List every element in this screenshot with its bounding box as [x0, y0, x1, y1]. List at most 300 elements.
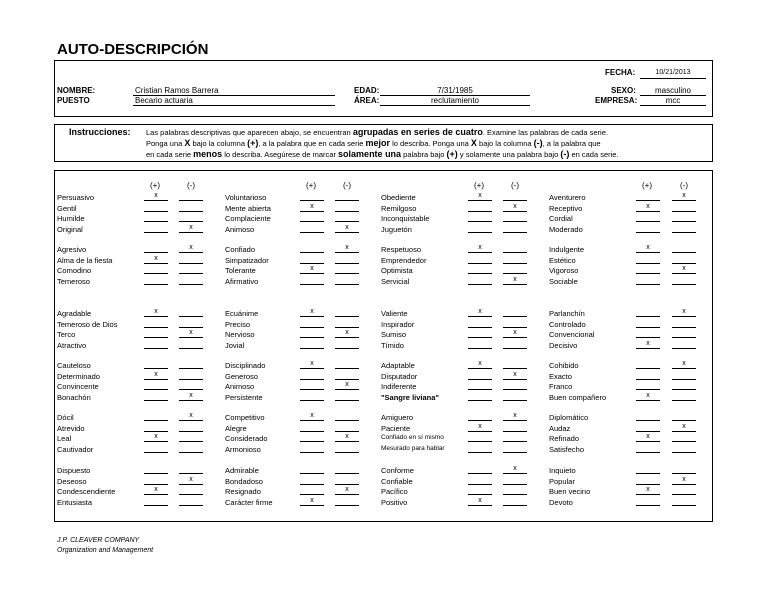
plus-answer-slot[interactable] — [144, 412, 168, 421]
minus-answer-slot[interactable] — [179, 423, 203, 432]
minus-answer-slot[interactable]: x — [503, 412, 527, 421]
instr-emph: agrupadas en series de cuatro — [352, 127, 483, 137]
minus-answer-slot[interactable] — [672, 203, 696, 212]
edad-value: 7/31/1985 — [437, 86, 473, 95]
minus-answer-slot[interactable] — [335, 444, 359, 453]
word-label: Temeroso de Dios — [57, 319, 118, 329]
plus-answer-slot[interactable] — [300, 255, 324, 264]
minus-answer-slot[interactable] — [672, 392, 696, 401]
word-label: Alegre — [225, 423, 247, 433]
minus-answer-slot[interactable]: x — [672, 308, 696, 317]
minus-answer-slot[interactable] — [179, 371, 203, 380]
minus-answer-slot[interactable]: x — [335, 433, 359, 442]
word-label: Indulgente — [549, 245, 585, 254]
plus-answer-slot[interactable] — [300, 371, 324, 380]
word-label: Cordial — [549, 214, 573, 223]
nombre-label: NOMBRE: — [57, 86, 96, 95]
minus-answer-slot[interactable] — [503, 319, 527, 328]
plus-answer-slot[interactable] — [144, 329, 168, 338]
word-label: Carácter firme — [225, 497, 273, 507]
plus-answer-slot[interactable]: x — [144, 371, 168, 380]
minus-answer-slot[interactable]: x — [335, 486, 359, 495]
minus-answer-slot[interactable] — [335, 497, 359, 506]
word-label: Mente abierta — [225, 203, 271, 213]
minus-answer-slot[interactable] — [503, 423, 527, 432]
word-label: Confiable — [381, 476, 413, 486]
plus-answer-slot[interactable] — [144, 360, 168, 369]
area-label: ÁREA: — [354, 96, 380, 105]
plus-answer-slot[interactable] — [300, 465, 324, 474]
plus-answer-slot[interactable] — [636, 255, 660, 264]
word-label: Disciplinado — [225, 361, 266, 370]
plus-answer-slot[interactable] — [144, 203, 168, 212]
minus-answer-slot[interactable] — [335, 465, 359, 474]
word-label: Determinado — [57, 371, 100, 381]
word-label: Valiente — [381, 309, 408, 318]
area-value: reclutamiento — [430, 96, 480, 105]
plus-answer-slot[interactable] — [144, 392, 168, 401]
word-label: Alma de la fiesta — [57, 255, 113, 265]
minus-answer-slot[interactable]: x — [335, 329, 359, 338]
minus-answer-slot[interactable] — [335, 319, 359, 328]
minus-answer-slot[interactable] — [672, 381, 696, 390]
minus-answer-slot[interactable] — [179, 213, 203, 222]
minus-answer-slot[interactable] — [179, 255, 203, 264]
word-label: Disputador — [381, 371, 418, 381]
word-label: Voluntarioso — [225, 193, 267, 202]
word-label: Sociable — [549, 276, 578, 286]
plus-answer-slot[interactable] — [300, 444, 324, 453]
minus-answer-slot[interactable]: x — [503, 465, 527, 474]
minus-column-header: (-) — [343, 181, 351, 190]
plus-answer-slot[interactable] — [144, 444, 168, 453]
plus-answer-slot[interactable] — [636, 308, 660, 317]
plus-answer-slot[interactable]: x — [636, 340, 660, 349]
plus-answer-slot[interactable] — [144, 423, 168, 432]
minus-answer-slot[interactable] — [672, 213, 696, 222]
word-label: Obediente — [381, 193, 416, 202]
minus-answer-slot[interactable] — [503, 308, 527, 317]
plus-answer-slot[interactable] — [144, 265, 168, 274]
plus-answer-slot[interactable]: x — [468, 360, 492, 369]
plus-answer-slot[interactable] — [468, 319, 492, 328]
plus-answer-slot[interactable] — [636, 224, 660, 233]
plus-answer-slot[interactable]: x — [468, 308, 492, 317]
plus-answer-slot[interactable] — [300, 381, 324, 390]
word-label: Cauteloso — [57, 361, 91, 370]
plus-answer-slot[interactable] — [468, 486, 492, 495]
plus-answer-slot[interactable] — [636, 213, 660, 222]
word-label: Diplomático — [549, 413, 589, 422]
word-label: Cohibido — [549, 361, 579, 370]
minus-column-header: (-) — [680, 181, 688, 190]
sexo-value: masculino — [654, 86, 691, 95]
word-label: Emprendedor — [381, 255, 427, 265]
minus-answer-slot[interactable] — [672, 255, 696, 264]
minus-answer-slot[interactable] — [179, 444, 203, 453]
plus-answer-slot[interactable]: x — [636, 203, 660, 212]
puesto-label: PUESTO — [57, 96, 90, 105]
plus-answer-slot[interactable] — [636, 444, 660, 453]
minus-answer-slot[interactable]: x — [335, 224, 359, 233]
instr-emph: X — [470, 138, 477, 148]
plus-answer-slot[interactable] — [144, 476, 168, 485]
minus-answer-slot[interactable]: x — [672, 360, 696, 369]
plus-answer-slot[interactable] — [636, 497, 660, 506]
minus-answer-slot[interactable] — [503, 486, 527, 495]
word-label: Bonachón — [57, 392, 91, 402]
minus-answer-slot[interactable] — [335, 340, 359, 349]
minus-answer-slot[interactable] — [503, 265, 527, 274]
plus-answer-slot[interactable] — [468, 329, 492, 338]
plus-column-header: (+) — [474, 181, 484, 190]
minus-answer-slot[interactable] — [503, 392, 527, 401]
plus-answer-slot[interactable] — [300, 213, 324, 222]
plus-answer-slot[interactable] — [468, 433, 492, 442]
word-label: Temeroso — [57, 276, 90, 286]
word-label: Cautivador — [57, 444, 94, 454]
footer-company: J.P. CLEAVER COMPANY — [57, 537, 140, 544]
instr-text: , a la palabra que — [542, 139, 601, 148]
plus-answer-slot[interactable] — [468, 476, 492, 485]
plus-answer-slot[interactable] — [636, 329, 660, 338]
instructions-line-3 — [146, 149, 619, 159]
plus-answer-slot[interactable]: x — [144, 308, 168, 317]
plus-answer-slot[interactable]: x — [144, 486, 168, 495]
word-label: Aventurero — [549, 193, 586, 202]
word-label: Terco — [57, 330, 76, 339]
minus-answer-slot[interactable] — [179, 486, 203, 495]
word-label: Confiado en sí mismo — [381, 434, 444, 441]
word-label: Original — [57, 224, 83, 234]
plus-answer-slot[interactable]: x — [636, 433, 660, 442]
minus-answer-slot[interactable] — [672, 276, 696, 285]
instr-text: lo describa. Asegúrese de marcar — [222, 150, 339, 159]
plus-answer-slot[interactable]: x — [144, 255, 168, 264]
minus-answer-slot[interactable]: x — [503, 329, 527, 338]
plus-answer-slot[interactable] — [300, 476, 324, 485]
minus-answer-slot[interactable] — [672, 224, 696, 233]
minus-answer-slot[interactable]: x — [179, 224, 203, 233]
plus-answer-slot[interactable] — [636, 465, 660, 474]
minus-answer-slot[interactable]: x — [335, 244, 359, 253]
minus-answer-slot[interactable] — [672, 433, 696, 442]
minus-answer-slot[interactable] — [179, 319, 203, 328]
word-label: Exacto — [549, 371, 572, 381]
instructions-label: Instrucciones: — [69, 127, 131, 137]
plus-answer-slot[interactable] — [144, 465, 168, 474]
minus-answer-slot[interactable] — [672, 486, 696, 495]
word-label: Ecuánime — [225, 309, 259, 318]
minus-answer-slot[interactable]: x — [179, 476, 203, 485]
minus-answer-slot[interactable]: x — [672, 265, 696, 274]
minus-answer-slot[interactable] — [503, 381, 527, 390]
minus-answer-slot[interactable] — [179, 192, 203, 201]
plus-answer-slot[interactable] — [468, 255, 492, 264]
minus-answer-slot[interactable] — [503, 255, 527, 264]
plus-answer-slot[interactable]: x — [300, 308, 324, 317]
word-label: Gentil — [57, 203, 77, 213]
minus-answer-slot[interactable] — [335, 412, 359, 421]
instr-text: lo describa. Ponga una — [390, 139, 471, 148]
plus-answer-slot[interactable] — [300, 392, 324, 401]
plus-answer-slot[interactable] — [468, 276, 492, 285]
word-label: Considerado — [225, 434, 268, 443]
word-label: Competitivo — [225, 413, 265, 422]
minus-answer-slot[interactable] — [335, 276, 359, 285]
word-label: Sumiso — [381, 330, 407, 339]
plus-answer-slot[interactable]: x — [300, 265, 324, 274]
plus-answer-slot[interactable] — [468, 213, 492, 222]
instr-text: Ponga una — [146, 139, 185, 148]
minus-answer-slot[interactable] — [179, 497, 203, 506]
plus-answer-slot[interactable] — [300, 340, 324, 349]
minus-answer-slot[interactable]: x — [672, 423, 696, 432]
minus-answer-slot[interactable] — [503, 224, 527, 233]
plus-answer-slot[interactable] — [636, 476, 660, 485]
plus-answer-slot[interactable]: x — [636, 486, 660, 495]
plus-answer-slot[interactable] — [144, 340, 168, 349]
minus-answer-slot[interactable] — [503, 433, 527, 442]
word-label: Condescendiente — [57, 487, 116, 496]
minus-answer-slot[interactable] — [335, 213, 359, 222]
minus-answer-slot[interactable] — [672, 465, 696, 474]
minus-answer-slot[interactable] — [179, 265, 203, 274]
word-label: Humilde — [57, 214, 85, 223]
minus-answer-slot[interactable] — [335, 265, 359, 274]
word-label: Paciente — [381, 423, 411, 433]
minus-column-header: (-) — [187, 181, 195, 190]
instr-emph: (-) — [533, 138, 543, 148]
plus-answer-slot[interactable]: x — [468, 244, 492, 253]
minus-answer-slot[interactable] — [672, 444, 696, 453]
fecha-line — [640, 78, 706, 79]
word-label: Inquieto — [549, 466, 576, 475]
minus-answer-slot[interactable]: x — [179, 392, 203, 401]
plus-answer-slot[interactable]: x — [300, 203, 324, 212]
minus-answer-slot[interactable] — [672, 371, 696, 380]
plus-answer-slot[interactable]: x — [468, 497, 492, 506]
minus-answer-slot[interactable] — [335, 371, 359, 380]
fecha-value: 10/21/2013 — [655, 69, 691, 76]
plus-answer-slot[interactable] — [300, 319, 324, 328]
minus-answer-slot[interactable] — [503, 497, 527, 506]
plus-answer-slot[interactable] — [636, 265, 660, 274]
word-label: Servicial — [381, 276, 410, 286]
word-label: Convincente — [57, 382, 99, 391]
word-label: Admirable — [225, 466, 259, 475]
word-label: Dócil — [57, 413, 74, 422]
plus-answer-slot[interactable] — [468, 340, 492, 349]
word-label: Nervioso — [225, 330, 255, 339]
word-label: Audaz — [549, 423, 571, 433]
minus-answer-slot[interactable]: x — [503, 276, 527, 285]
plus-answer-slot[interactable]: x — [636, 244, 660, 253]
minus-answer-slot[interactable] — [179, 465, 203, 474]
word-label: Simpatizador — [225, 255, 269, 265]
minus-answer-slot[interactable] — [503, 476, 527, 485]
word-label: Respetuoso — [381, 245, 422, 254]
instr-text: . Examine las palabras de cada serie. — [482, 128, 608, 137]
minus-answer-slot[interactable]: x — [335, 381, 359, 390]
word-label: Persistente — [225, 392, 263, 402]
minus-answer-slot[interactable] — [335, 476, 359, 485]
minus-answer-slot[interactable] — [335, 255, 359, 264]
minus-answer-slot[interactable] — [179, 381, 203, 390]
plus-answer-slot[interactable] — [468, 444, 492, 453]
word-label: Vigoroso — [549, 266, 579, 275]
plus-column-header: (+) — [150, 181, 160, 190]
word-label: Afirmativo — [225, 276, 259, 286]
plus-answer-slot[interactable]: x — [636, 392, 660, 401]
plus-answer-slot[interactable] — [144, 319, 168, 328]
word-label: Refinado — [549, 434, 580, 443]
plus-answer-slot[interactable]: x — [468, 423, 492, 432]
word-label: Franco — [549, 382, 573, 391]
minus-answer-slot[interactable] — [335, 360, 359, 369]
plus-answer-slot[interactable] — [468, 381, 492, 390]
word-label: Persuasivo — [57, 193, 95, 202]
plus-answer-slot[interactable] — [300, 224, 324, 233]
word-label: Atractivo — [57, 340, 87, 350]
minus-answer-slot[interactable] — [335, 392, 359, 401]
plus-column-header: (+) — [306, 181, 316, 190]
plus-answer-slot[interactable] — [300, 423, 324, 432]
plus-answer-slot[interactable] — [468, 203, 492, 212]
instr-text: bajo la columna — [190, 139, 248, 148]
minus-answer-slot[interactable] — [503, 360, 527, 369]
word-label: Decisivo — [549, 340, 578, 350]
plus-answer-slot[interactable] — [636, 423, 660, 432]
plus-answer-slot[interactable] — [636, 412, 660, 421]
plus-answer-slot[interactable]: x — [300, 360, 324, 369]
plus-answer-slot[interactable] — [636, 276, 660, 285]
instr-text: bajo la columna — [476, 139, 534, 148]
minus-answer-slot[interactable] — [503, 213, 527, 222]
plus-answer-slot[interactable] — [636, 371, 660, 380]
minus-answer-slot[interactable] — [672, 329, 696, 338]
minus-answer-slot[interactable]: x — [179, 329, 203, 338]
word-label: Popular — [549, 476, 575, 486]
footer-subtitle: Organization and Management — [57, 547, 154, 554]
word-label: Deseoso — [57, 476, 87, 486]
plus-answer-slot[interactable] — [300, 276, 324, 285]
plus-answer-slot[interactable] — [468, 224, 492, 233]
minus-answer-slot[interactable] — [503, 192, 527, 201]
puesto-value: Becario actuaria — [135, 96, 193, 105]
plus-answer-slot[interactable] — [300, 486, 324, 495]
minus-answer-slot[interactable] — [672, 244, 696, 253]
word-label: "Sangre liviana" — [381, 392, 439, 402]
minus-answer-slot[interactable] — [335, 423, 359, 432]
plus-answer-slot[interactable] — [144, 381, 168, 390]
plus-answer-slot[interactable] — [300, 433, 324, 442]
minus-answer-slot[interactable] — [179, 203, 203, 212]
plus-answer-slot[interactable] — [636, 381, 660, 390]
minus-answer-slot[interactable] — [179, 360, 203, 369]
word-label: Buen compañero — [549, 392, 607, 402]
plus-answer-slot[interactable] — [144, 276, 168, 285]
word-label: Armonioso — [225, 444, 261, 454]
instructions-line-2 — [146, 138, 601, 148]
edad-label: EDAD: — [354, 86, 380, 95]
instr-emph: X — [184, 138, 191, 148]
instr-emph: (+) — [446, 149, 458, 159]
minus-answer-slot[interactable]: x — [672, 476, 696, 485]
minus-answer-slot[interactable] — [179, 308, 203, 317]
plus-answer-slot[interactable] — [300, 192, 324, 201]
minus-answer-slot[interactable] — [672, 340, 696, 349]
empresa-label: EMPRESA: — [595, 96, 638, 105]
plus-answer-slot[interactable] — [468, 371, 492, 380]
plus-answer-slot[interactable]: x — [468, 192, 492, 201]
plus-answer-slot[interactable] — [144, 497, 168, 506]
plus-answer-slot[interactable] — [636, 360, 660, 369]
plus-answer-slot[interactable]: x — [144, 192, 168, 201]
minus-answer-slot[interactable]: x — [503, 371, 527, 380]
word-label: Preciso — [225, 319, 251, 329]
nombre-value: Cristian Ramos Barrera — [135, 86, 219, 95]
word-label: Complaciente — [225, 214, 271, 223]
minus-answer-slot[interactable] — [335, 192, 359, 201]
minus-answer-slot[interactable] — [335, 203, 359, 212]
minus-answer-slot[interactable] — [179, 433, 203, 442]
minus-answer-slot[interactable]: x — [179, 412, 203, 421]
word-label: Bondadoso — [225, 476, 263, 486]
instr-text: palabra bajo — [401, 150, 447, 159]
plus-answer-slot[interactable] — [636, 192, 660, 201]
plus-answer-slot[interactable] — [300, 329, 324, 338]
word-label: Positivo — [381, 497, 408, 507]
word-label: Jovial — [225, 340, 245, 350]
word-label: Devoto — [549, 497, 573, 507]
word-label: Juguetón — [381, 224, 412, 234]
plus-answer-slot[interactable] — [144, 224, 168, 233]
plus-answer-slot[interactable] — [468, 465, 492, 474]
minus-answer-slot[interactable] — [503, 444, 527, 453]
word-label: Receptivo — [549, 203, 583, 213]
minus-answer-slot[interactable]: x — [672, 192, 696, 201]
minus-answer-slot[interactable] — [503, 244, 527, 253]
minus-answer-slot[interactable] — [503, 340, 527, 349]
word-label: Tímido — [381, 340, 404, 350]
word-label: Animoso — [225, 382, 255, 391]
minus-answer-slot[interactable] — [672, 412, 696, 421]
minus-answer-slot[interactable] — [335, 308, 359, 317]
minus-answer-slot[interactable] — [672, 497, 696, 506]
plus-answer-slot[interactable] — [300, 244, 324, 253]
minus-answer-slot[interactable]: x — [179, 244, 203, 253]
plus-answer-slot[interactable] — [468, 412, 492, 421]
minus-answer-slot[interactable] — [672, 319, 696, 328]
minus-answer-slot[interactable] — [179, 276, 203, 285]
minus-answer-slot[interactable]: x — [503, 203, 527, 212]
minus-answer-slot[interactable] — [179, 340, 203, 349]
plus-answer-slot[interactable]: x — [300, 497, 324, 506]
plus-answer-slot[interactable]: x — [300, 412, 324, 421]
puesto-line — [133, 105, 335, 106]
plus-answer-slot[interactable]: x — [144, 433, 168, 442]
page-title: AUTO-DESCRIPCIÓN — [57, 41, 209, 58]
plus-answer-slot[interactable] — [636, 319, 660, 328]
plus-answer-slot[interactable] — [468, 265, 492, 274]
empresa-value: mcc — [665, 96, 681, 105]
plus-answer-slot[interactable] — [468, 392, 492, 401]
plus-answer-slot[interactable] — [144, 213, 168, 222]
word-label: Dispuesto — [57, 466, 91, 475]
instr-text: Las palabras descriptivas que aparecen abajo, se encuentran — [146, 128, 353, 137]
plus-answer-slot[interactable] — [144, 244, 168, 253]
